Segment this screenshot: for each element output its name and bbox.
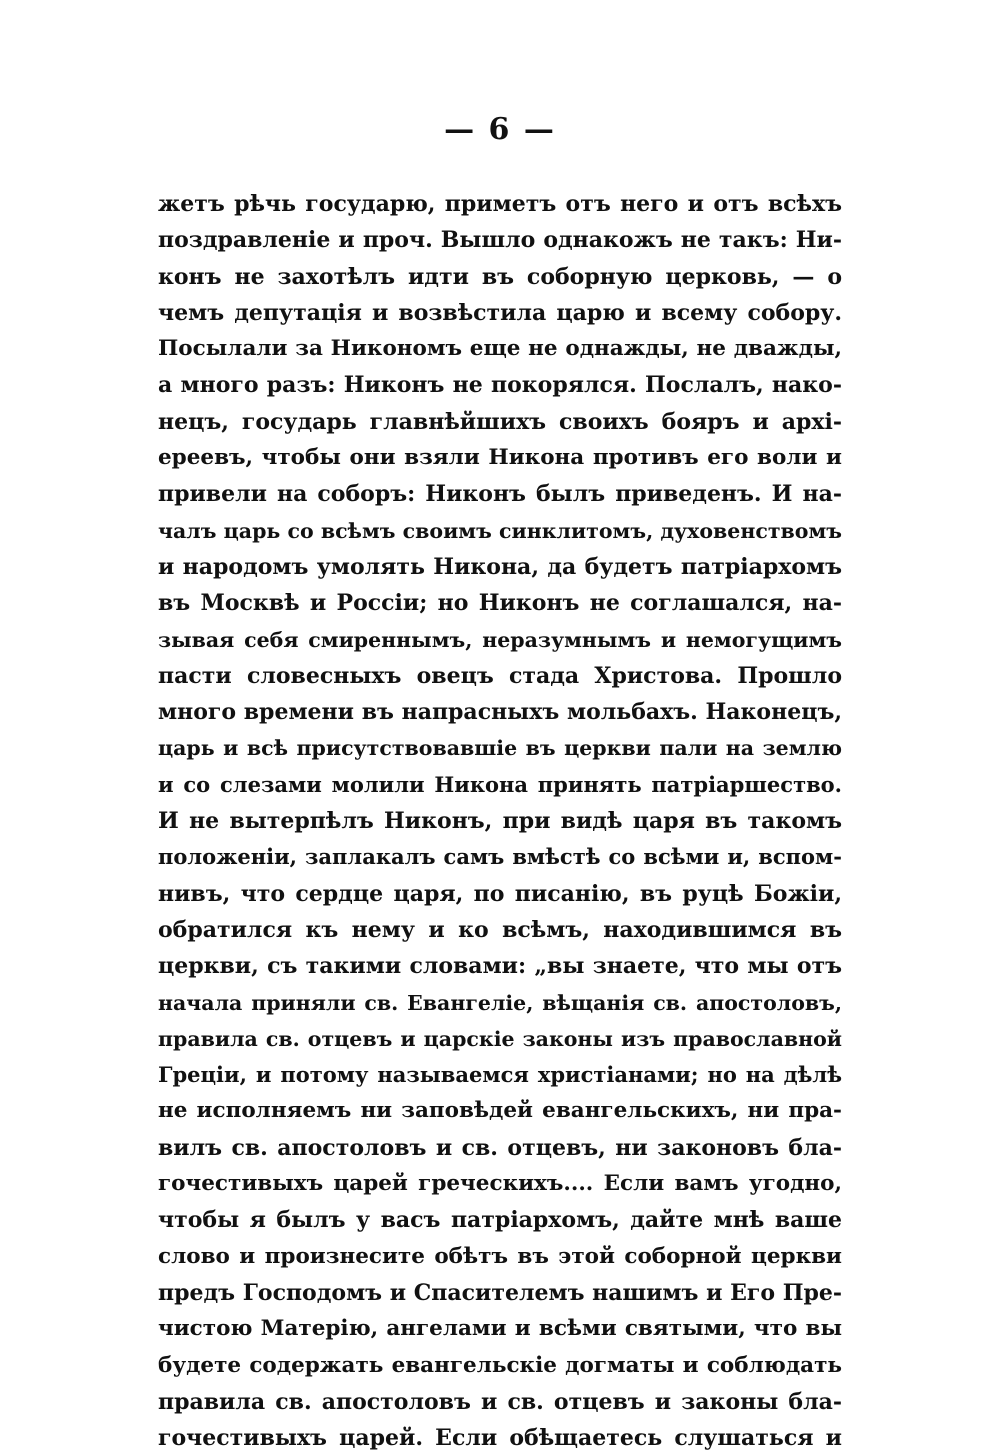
text-line: Посылали за Никономъ еще не однажды, не дважды, xyxy=(158,336,842,362)
text-line: слово и произнесите обѣтъ въ этой соборной церкви xyxy=(158,1243,842,1269)
text-line: правила св. апостоловъ и св. отцевъ и законы бла- xyxy=(158,1388,842,1415)
body-text xyxy=(158,186,842,1456)
text-line: нецъ, государь главнѣйшихъ своихъ бояръ и архі- xyxy=(158,408,842,435)
text-line: начала приняли св. Евангеліе, вѣщанія св. апостоловъ, xyxy=(158,990,842,1015)
text-line: вилъ св. апостоловъ и св. отцевъ, ни законовъ бла- xyxy=(158,1134,842,1161)
text-line: конъ не захотѣлъ идти въ соборную церковь, — о xyxy=(158,263,842,290)
text-line: Греціи, и потому называемся христіанами; но на дѣлѣ xyxy=(158,1062,842,1088)
text-line: нивъ, что сердце царя, по писанію, въ руцѣ Божіи, xyxy=(158,880,842,907)
text-line: жетъ рѣчь государю, приметъ отъ него и отъ всѣхъ xyxy=(158,191,842,217)
text-line: зывая себя смиреннымъ, неразумнымъ и немогущимъ xyxy=(158,627,842,652)
text-line: чтобы я былъ у васъ патріархомъ, дайте мнѣ ваше xyxy=(158,1207,842,1234)
text-line: положеніи, заплакалъ самъ вмѣстѣ со всѣми и, вспом- xyxy=(158,844,842,870)
text-line: чалъ царь со всѣмъ своимъ синклитомъ, духовенствомъ xyxy=(158,518,842,543)
text-line: гочестивыхъ царей. Если обѣщаетесь слушаться и xyxy=(158,1425,842,1452)
text-line: будете содержать евангельскіе догматы и соблюдать xyxy=(158,1352,842,1378)
text-line: правила св. отцевъ и царскіе законы изъ православной xyxy=(158,1026,842,1051)
text-line: а много разъ: Никонъ не покорялся. Послалъ, нако- xyxy=(158,372,842,399)
text-line: не исполняемъ ни заповѣдей евангельскихъ, ни пра- xyxy=(158,1098,842,1124)
text-line: ереевъ, чтобы они взяли Никона противъ его воли и xyxy=(158,445,842,471)
text-line: предъ Господомъ и Спасителемъ нашимъ и Его Пре- xyxy=(158,1279,842,1306)
text-line: чистою Матерію, ангелами и всѣми святыми, что вы xyxy=(158,1316,842,1342)
text-line: и народомъ умолять Никона, да будетъ патріархомъ xyxy=(158,553,842,580)
text-line: церкви, съ такими словами: „вы знаете, что мы отъ xyxy=(158,953,842,980)
text-line: царь и всѣ присутствовавшіе въ церкви пали на землю xyxy=(158,736,842,761)
text-line: пасти словесныхъ овецъ стада Христова. Прошло xyxy=(158,662,842,689)
text-line: привели на соборъ: Никонъ былъ приведенъ. И на- xyxy=(158,481,842,508)
text-line: и со слезами молили Никона принять патріаршество. xyxy=(158,771,842,797)
text-line: въ Москвѣ и Россіи; но Никонъ не соглашался, на- xyxy=(158,590,842,617)
text-line: много времени въ напрасныхъ мольбахъ. Наконецъ, xyxy=(158,699,842,726)
text-line: поздравленіе и проч. Вышло однакожъ не такъ: Ни- xyxy=(158,227,842,254)
text-line: чемъ депутація и возвѣстила царю и всему собору. xyxy=(158,299,842,326)
text-line: И не вытерпѣлъ Никонъ, при видѣ царя въ такомъ xyxy=(158,808,842,835)
text-line: обратился къ нему и ко всѣмъ, находившимся въ xyxy=(158,916,842,943)
text-line: гочестивыхъ царей греческихъ.... Если вамъ угодно, xyxy=(158,1171,842,1197)
page-number: — 6 — xyxy=(444,112,556,147)
